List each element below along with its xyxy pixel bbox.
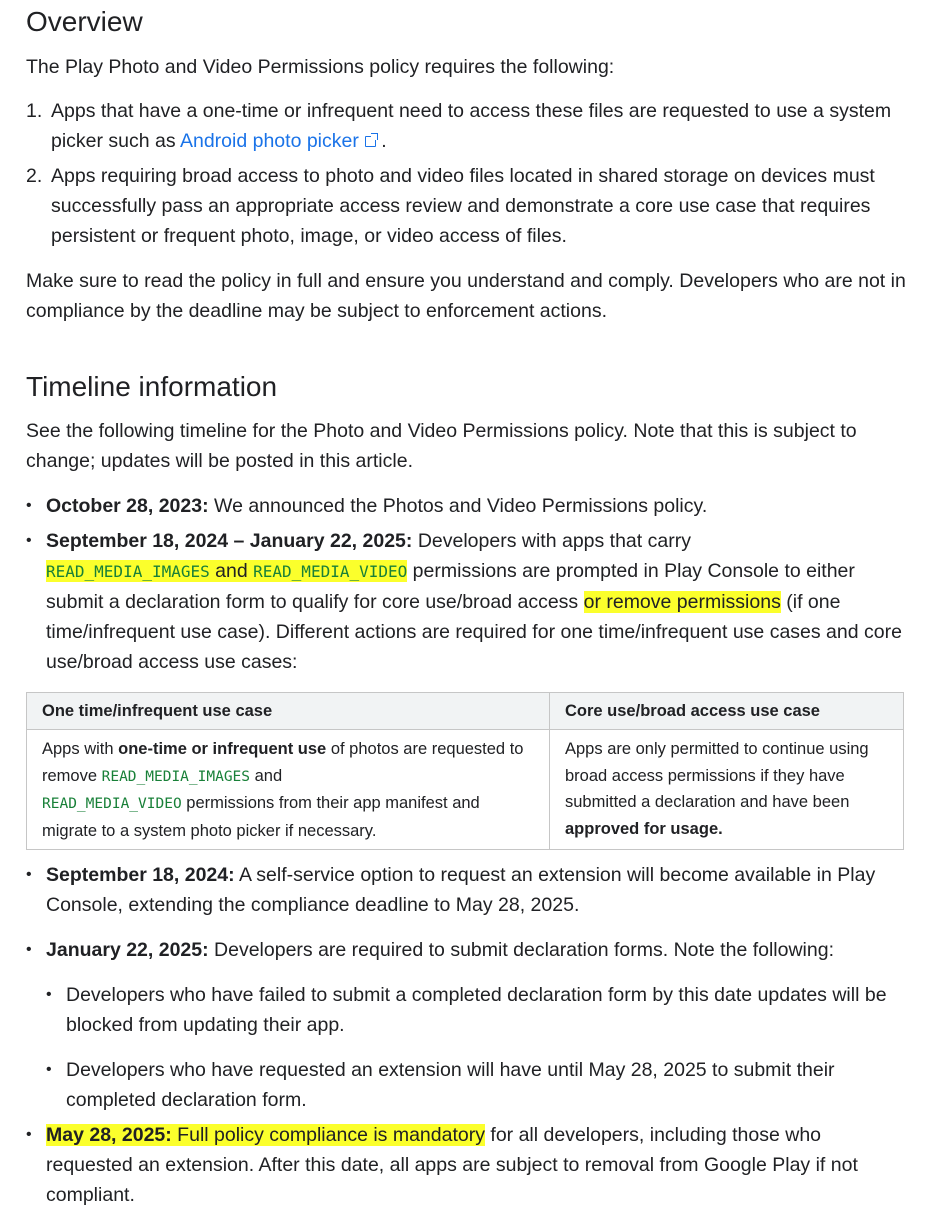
- timeline-heading: Timeline information: [26, 371, 278, 402]
- use-case-table: [26, 692, 904, 850]
- bullet-icon: •: [26, 866, 32, 883]
- timeline-date: September 18, 2024 – January 22, 2025:: [46, 530, 413, 552]
- list-item-text: Apps requiring broad access to photo and video files located in shared storage on devices must successfully pass an appropriate access review and demonstrate a core use case that requires persistent or frequent photo, image, or video access of files.: [51, 165, 875, 247]
- highlighted-permissions: [46, 560, 407, 582]
- list-item: [26, 1120, 906, 1210]
- overview-requirements-list: [26, 96, 906, 251]
- timeline-text: Developers with apps that carry: [412, 530, 691, 552]
- sub-list-text: Developers who have failed to submit a completed declaration form by this date updates will be blocked from updating their app.: [66, 984, 887, 1036]
- permission-code: READ_MEDIA_VIDEO: [42, 796, 182, 813]
- timeline-date: September 18, 2024:: [46, 864, 235, 886]
- sub-list-text: Developers who have requested an extension will have until May 28, 2025 to submit their completed declaration form.: [66, 1059, 835, 1111]
- external-link-icon: [365, 136, 376, 147]
- sub-list-item: [46, 980, 906, 1040]
- list-number: 2.: [26, 165, 43, 187]
- list-item: [26, 96, 906, 156]
- permission-code: READ_MEDIA_VIDEO: [253, 562, 408, 581]
- android-photo-picker-link[interactable]: [180, 130, 376, 152]
- list-item-text: Apps that have a one-time or infrequent need to access these files are requested to use a system picker such as: [51, 100, 892, 152]
- link-text[interactable]: Android photo picker: [179, 130, 359, 152]
- overview-closing: Make sure to read the policy in full and ensure you understand and comply. Developers who are not in compliance by the deadline may be subject to enforcement actions.: [26, 270, 906, 322]
- list-item: [26, 491, 906, 521]
- sub-list: [46, 980, 906, 1115]
- list-item: [26, 526, 906, 677]
- overview-heading: Overview: [26, 6, 143, 37]
- bullet-icon: •: [26, 1126, 32, 1143]
- timeline-list-continued: [26, 860, 906, 1210]
- list-item-text: .: [381, 130, 387, 152]
- permission-code: READ_MEDIA_IMAGES: [46, 562, 210, 581]
- cell-text: and: [250, 766, 283, 785]
- list-item: [26, 935, 906, 1115]
- timeline-text: permissions are prompted in Play Console to either submit a declaration form to qualify for core use/broad access: [46, 560, 855, 613]
- permission-code: READ_MEDIA_IMAGES: [101, 768, 251, 785]
- highlighted-text: [46, 1124, 485, 1146]
- timeline-list: [26, 491, 906, 677]
- cell-text: permissions from their app manifest and migrate to a system photo picker if necessary.: [42, 794, 480, 840]
- table-header: One time/infrequent use case: [27, 693, 550, 730]
- timeline-date: May 28, 2025:: [46, 1124, 172, 1146]
- timeline-date: January 22, 2025:: [46, 939, 209, 961]
- table-header: Core use/broad access use case: [550, 693, 904, 730]
- timeline-text: We announced the Photos and Video Permissions policy.: [208, 495, 708, 517]
- timeline-text: A self-service option to request an extension will become available in Play Console, extending the compliance deadline to May 28, 2025.: [46, 864, 876, 916]
- overview-intro: The Play Photo and Video Permissions policy requires the following:: [26, 56, 615, 78]
- table-header-row: [27, 693, 904, 730]
- list-number: 1.: [26, 100, 43, 122]
- timeline-date: October 28, 2023:: [46, 495, 209, 517]
- table-row: [27, 730, 904, 850]
- bullet-icon: •: [26, 941, 32, 958]
- and-text: and: [209, 560, 254, 582]
- highlighted-phrase: Full policy compliance is mandatory: [171, 1124, 485, 1146]
- bullet-icon: •: [46, 986, 52, 1003]
- cell-text: of photos are requested to remove: [42, 740, 524, 785]
- cell-bold: one-time or infrequent use: [118, 740, 327, 759]
- timeline-text: Developers are required to submit declaration forms. Note the following:: [208, 939, 834, 961]
- table-cell: [27, 730, 550, 850]
- bullet-icon: •: [26, 532, 32, 549]
- timeline-text: for all developers, including those who requested an extension. After this date, all apps are subject to removal from Google Play if not compliant.: [46, 1124, 858, 1206]
- cell-text: Apps are only permitted to continue using broad access permissions if they have submitted a declaration and have been: [565, 740, 869, 812]
- list-item: [26, 860, 906, 920]
- bullet-icon: •: [46, 1061, 52, 1078]
- timeline-intro: See the following timeline for the Photo and Video Permissions policy. Note that this is subject to change; updates will be posted in this article.: [26, 420, 857, 472]
- bullet-icon: •: [26, 497, 32, 514]
- sub-list-item: [46, 1055, 906, 1115]
- table-cell: [550, 730, 904, 850]
- cell-bold: approved for usage.: [565, 819, 723, 838]
- list-item: [26, 161, 906, 251]
- timeline-text: (if one time/infrequent use case). Different actions are required for one time/infrequent use cases and core use/broad access use cases:: [46, 591, 902, 673]
- cell-text: Apps with: [42, 740, 119, 759]
- highlighted-text: or remove permissions: [583, 591, 781, 613]
